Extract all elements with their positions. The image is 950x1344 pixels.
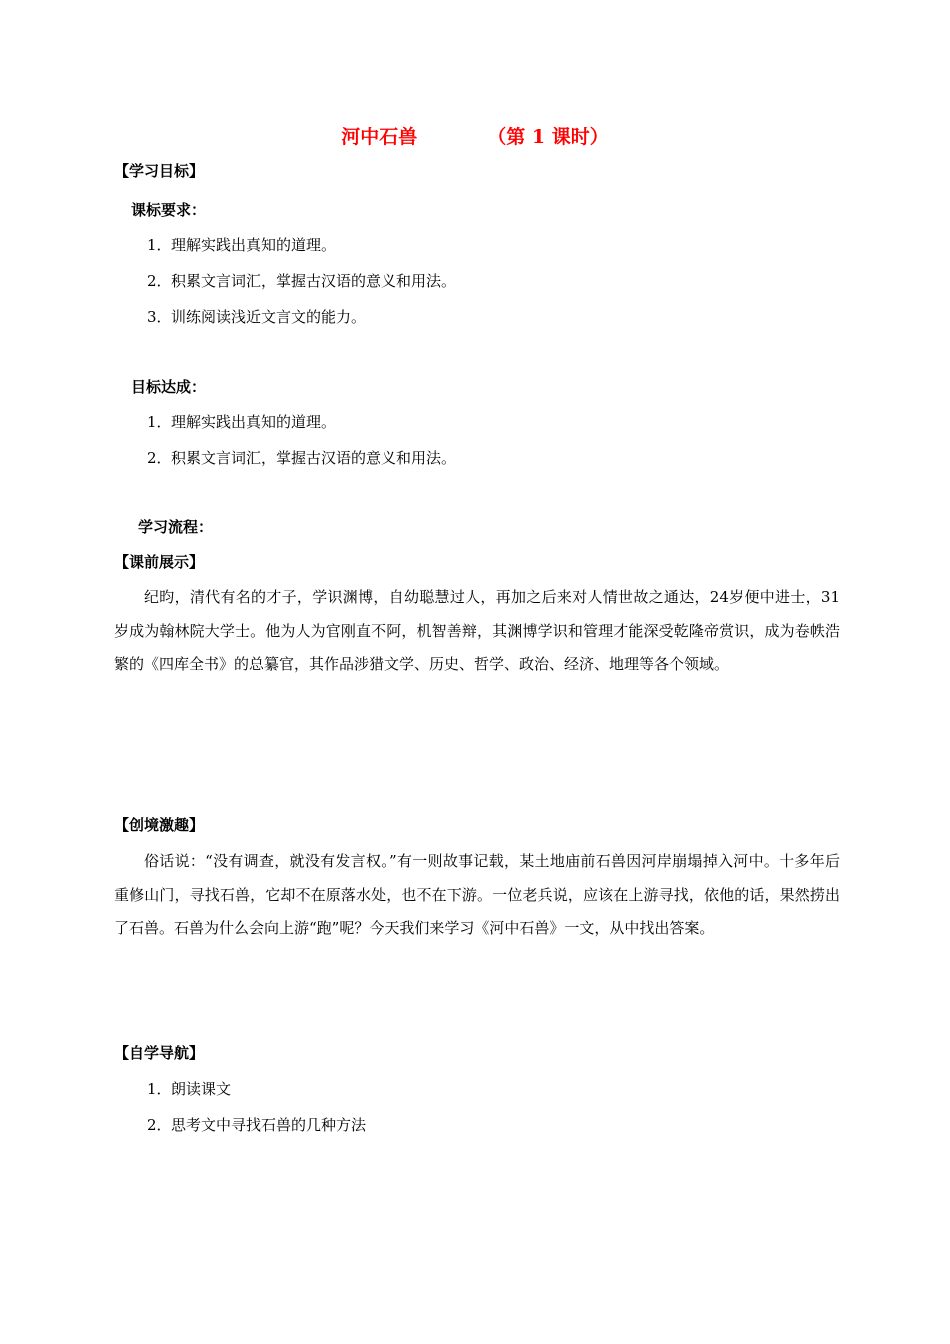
item-number: 1． bbox=[147, 236, 172, 254]
title-main: 河中石兽 bbox=[341, 126, 418, 148]
achieve-label: 目标达成： bbox=[131, 378, 207, 396]
item-text: 理解实践出真知的道理。 bbox=[171, 236, 337, 254]
curriculum-item-3 bbox=[147, 307, 366, 327]
guide-item-2 bbox=[147, 1115, 366, 1135]
item-number: 2． bbox=[147, 1116, 172, 1134]
title-lesson: （第 1 课时） bbox=[487, 126, 609, 148]
curriculum-item-2 bbox=[147, 271, 456, 291]
item-number: 3． bbox=[147, 308, 172, 326]
item-text: 理解实践出真知的道理。 bbox=[171, 413, 337, 431]
guide-item-1 bbox=[147, 1079, 231, 1099]
curriculum-label: 课标要求： bbox=[131, 201, 207, 219]
flow-label: 学习流程： bbox=[138, 518, 214, 536]
preview-header: 【课前展示】 bbox=[114, 553, 205, 571]
item-number: 2． bbox=[147, 449, 172, 467]
item-text: 积累文言词汇，掌握古汉语的意义和用法。 bbox=[171, 272, 457, 290]
item-number: 2． bbox=[147, 272, 172, 290]
interest-paragraph: 俗话说：“没有调查，就没有发言权。”有一则故事记载，某土地庙前石兽因河岸崩塌掉入河中。十多年后重修山门，寻找石兽，它却不在原落水处，也不在下游。一位老兵说，应该在上游寻找，依他的话，果然捞出了石兽。石兽为什么会向上游“跑”呢？今天我们来学习《河中石兽》一文，从中找出答案。 bbox=[114, 852, 840, 937]
achieve-item-2 bbox=[147, 448, 456, 468]
curriculum-item-1 bbox=[147, 235, 336, 255]
goals-header: 【学习目标】 bbox=[114, 162, 205, 180]
item-number: 1． bbox=[147, 1080, 172, 1098]
page-title bbox=[0, 124, 950, 150]
preview-paragraph: 纪昀，清代有名的才子，学识渊博，自幼聪慧过人，再加之后来对人情世故之通达，24岁便中进士，31岁成为翰林院大学士。他为人为官刚直不阿，机智善辩，其渊博学识和管理才能深受乾隆帝赏识，成为卷帙浩繁的《四库全书》的总纂官，其作品涉猎文学、历史、哲学、政治、经济、地理等各个领域。 bbox=[114, 588, 840, 673]
item-text: 思考文中寻找石兽的几种方法 bbox=[171, 1116, 367, 1134]
item-text: 积累文言词汇，掌握古汉语的意义和用法。 bbox=[171, 449, 457, 467]
item-text: 训练阅读浅近文言文的能力。 bbox=[171, 308, 367, 326]
achieve-item-1 bbox=[147, 412, 336, 432]
item-text: 朗读课文 bbox=[171, 1080, 232, 1098]
guide-header: 【自学导航】 bbox=[114, 1044, 205, 1062]
interest-header: 【创境激趣】 bbox=[114, 816, 205, 834]
item-number: 1． bbox=[147, 413, 172, 431]
